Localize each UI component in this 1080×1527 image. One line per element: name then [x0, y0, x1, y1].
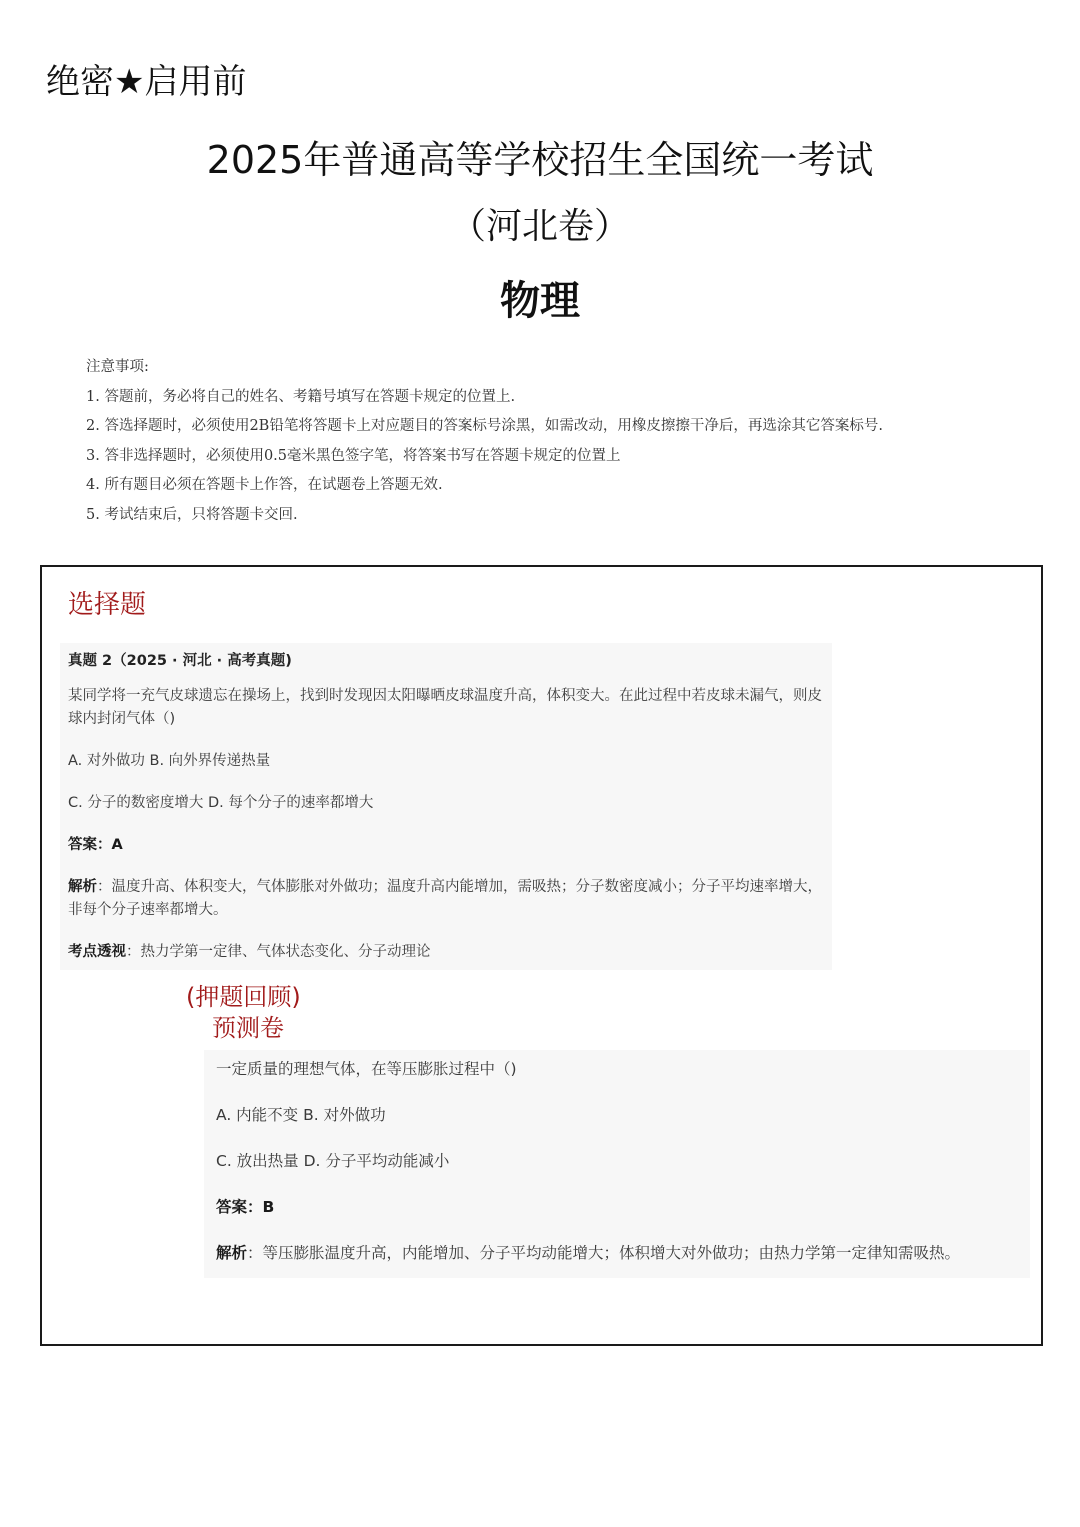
notice-item: 4. 所有题目必须在答题卡上作答，在试题卷上答题无效.: [86, 477, 443, 493]
keypoints-text: ：热力学第一定律、气体状态变化、分子动理论: [126, 944, 431, 960]
subject-title: 物理: [500, 278, 580, 324]
notice-item: 2. 答选择题时，必须使用2B铅笔将答题卡上对应题目的答案标号涂黑，如需改动，用橡皮擦擦干净后，再选涂其它答案标号.: [86, 418, 883, 434]
prediction-options-cd: C. 放出热量 D. 分子平均动能减小: [216, 1152, 450, 1170]
analysis-label: 解析: [68, 879, 97, 895]
real-question-head: 真题 2（2025 · 河北 · 高考真题): [68, 653, 292, 669]
answer-label: 答案：: [216, 1198, 263, 1216]
real-question-analysis: [68, 876, 823, 922]
real-question-options-ab: A. 对外做功 B. 向外界传递热量: [68, 753, 271, 769]
real-question-stem: 某同学将一充气皮球遗忘在操场上，找到时发现因太阳曝晒皮球温度升高，体积变大。在此过程中若皮球未漏气，则皮球内封闭气体（): [68, 688, 822, 727]
answer-label: 答案：: [68, 837, 112, 853]
prediction-analysis: [216, 1242, 960, 1265]
notice-item: 1. 答题前，务必将自己的姓名、考籍号填写在答题卡规定的位置上.: [86, 388, 516, 405]
prediction-note-subtitle: 预测卷: [212, 1014, 284, 1042]
edition-label: （河北卷）: [449, 206, 630, 247]
notice-item: 3. 答非选择题时，必须使用0.5毫米黑色签字笔，将答案书写在答题卡规定的位置上: [86, 447, 621, 464]
real-question-keypoints: [68, 941, 431, 964]
exam-title: 2025年普通高等学校招生全国统一考试: [206, 138, 874, 182]
analysis-label: 解析: [216, 1244, 248, 1262]
notice-item: 5. 考试结束后，只将答题卡交回.: [86, 506, 298, 523]
prediction-note-title: (押题回顾): [186, 983, 301, 1011]
answer-value: A: [111, 837, 123, 853]
real-question-options-cd: C. 分子的数密度增大 D. 每个分子的速率都增大: [68, 795, 374, 811]
answer-value: B: [262, 1198, 275, 1216]
analysis-text: ：等压膨胀温度升高，内能增加、分子平均动能增大；体积增大对外做功；由热力学第一定律知需吸热。: [247, 1244, 961, 1262]
prediction-options-ab: A. 内能不变 B. 对外做功: [216, 1106, 386, 1124]
prediction-answer: [216, 1196, 274, 1219]
notice-block: [86, 354, 1046, 531]
prediction-question-stem: 一定质量的理想气体，在等压膨胀过程中（): [216, 1060, 517, 1078]
analysis-text: ：温度升高、体积变大，气体膨胀对外做功；温度升高内能增加，需吸热；分子数密度减小；分子平均速率增大，非每个分子速率都增大。: [68, 879, 822, 918]
keypoints-label: 考点透视: [68, 944, 126, 960]
notice-heading: 注意事项:: [86, 359, 149, 375]
section-title: 选择题: [68, 590, 147, 620]
real-question-answer: [68, 834, 123, 857]
secret-mark: 绝密★启用前: [46, 62, 247, 102]
